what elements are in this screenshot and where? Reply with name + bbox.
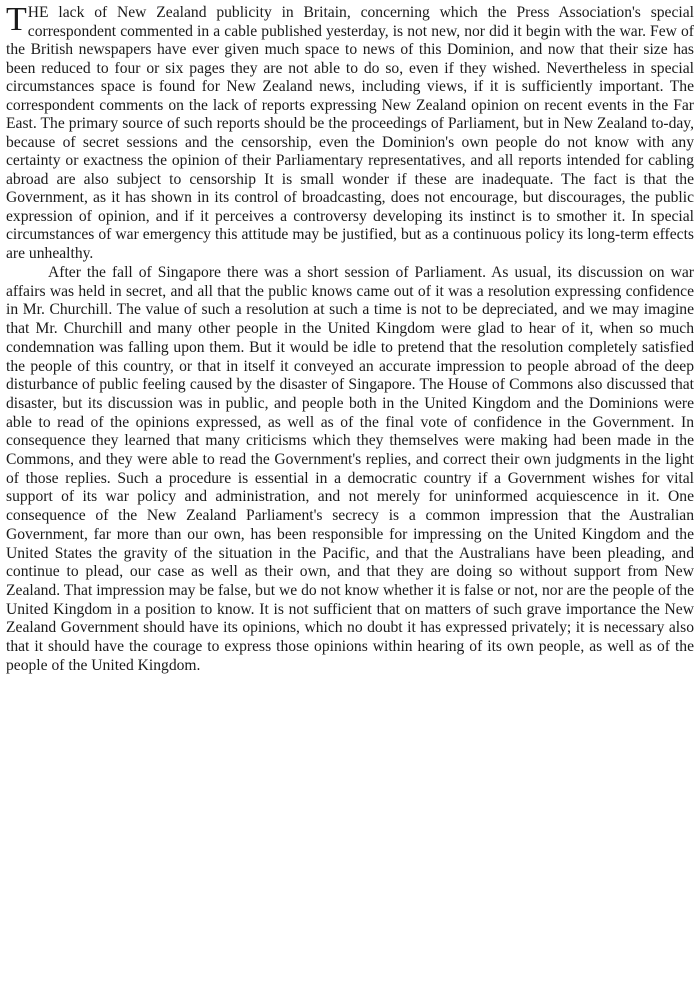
paragraph-1 [6, 1, 694, 263]
paragraph-1-text: HE lack of New Zealand publicity in Britain, concerning which the Press Association's special correspondent commented in a cable published yesterday, is not new, nor did it begin with the war. Few of the British newspapers have ever given much space to news of this Dominion, and now that their size has been reduced to four or six pages they are not able to do so, even if they wished. Nevertheless in special circumstances space is found for New Zealand news, including views, if it is sufficiently important. The correspondent comments on the lack of reports expressing New Zealand opinion on recent events in the Far East. The primary source of such reports should be the proceedings of Parliament, but in New Zealand to-day, because of secret sessions and the censorship, even the Dominion's own people do not know with any certainty or exactness the opinion of their Parliamentary representatives, and all reports intended for cabling abroad are also subject to censorship It is small wonder if these are inadequate. The fact is that the Government, as it has shown in its control of broadcasting, does not encourage, but discourages, the public expression of opinion, and if it perceives a controversy developing its instinct is to smother it. In special circumstances of war emergency this attitude may be justified, but as a continuous policy its long-term effects are unhealthy. [6, 4, 694, 262]
paragraph-2: After the fall of Singapore there was a short session of Parliament. As usual, its discussion on war affairs was held in secret, and all that the public knows came out of it was a resolution expressing confidence in Mr. Churchill. The value of such a resolution at such a time is not to be depreciated, and we may imagine that Mr. Churchill and many other people in the United Kingdom were glad to hear of it, when so much condemnation was falling upon them. But it would be idle to pretend that the resolution completely satisfied the people of this country, or that in itself it conveyed an accurate impression to people abroad of the deep disturbance of public feeling caused by the disaster of Singapore. The House of Commons also discussed that disaster, but its discussion was in public, and people both in the United Kingdom and the Dominions were able to read of the opinions expressed, as well as of the final vote of confidence in the Government. In consequence they learned that many criticisms which they themselves were making had been made in the Commons, and they were able to read the Government's replies, and correct their own judgments in the light of those replies. Such a procedure is essential in a democratic country if a Government wishes for vital support of its war policy and administration, and not merely for uninformed acquiescence in it. One consequence of the New Zealand Parliament's secrecy is a common impression that the Australian Government, far more than our own, has been responsible for impressing on the United Kingdom and the United States the gravity of the situation in the Pacific, and that the Australians have been pleading, and continue to plead, our case as well as their own, and that they are doing so without support from New Zealand. That impression may be false, but we do not know whether it is false or not, nor are the people of the United Kingdom in a position to know. It is not sufficient that on matters of such grave importance the New Zealand Government should have its opinions, which no doubt it has expressed privately; it is necessary also that it should have the courage to express those opinions within hearing of its own people, as well as of the people of the United Kingdom. [6, 264, 694, 674]
drop-cap: T [6, 1, 27, 38]
